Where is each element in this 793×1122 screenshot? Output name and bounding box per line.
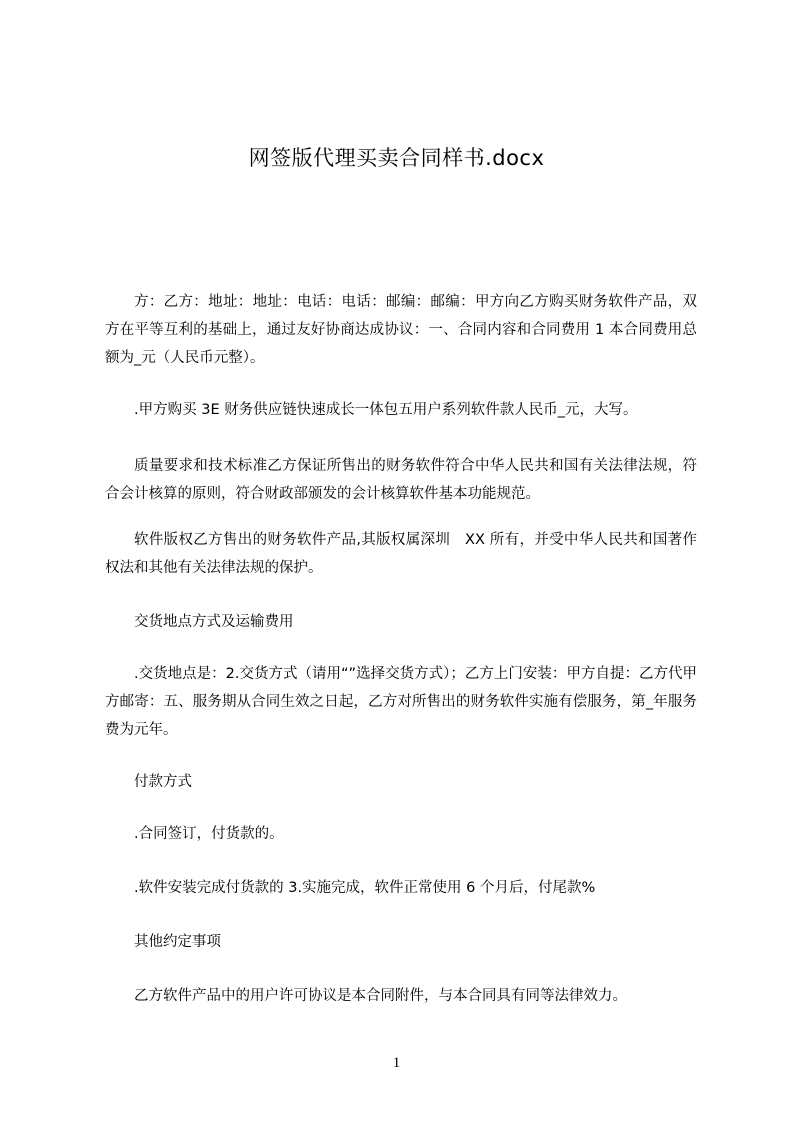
paragraph-quality: 质量要求和技术标准乙方保证所售出的财务软件符合中华人民共和国有关法律法规，符合会计核算的原则，符合财政部颁发的会计核算软件基本功能规范。 (105, 458, 697, 502)
heading-payment: 付款方式 (134, 774, 192, 790)
paragraph-parties: 方：乙方：地址：地址：电话：电话：邮编：邮编：甲方向乙方购买财务软件产品，双方在平等互利的基础上，通过友好协商达成协议：一、合同内容和合同费用 1 本合同费用总额为_元（人民币元整）。 (105, 294, 697, 366)
document-title: 网签版代理买卖合同样书.docx (248, 146, 545, 170)
paragraph-other: 乙方软件产品中的用户许可协议是本合同附件，与本合同具有同等法律效力。 (134, 988, 627, 1004)
paragraph-copyright: 软件版权乙方售出的财务软件产品,其版权属深圳 XX 所有，并受中华人民共和国著作权法和其他有关法律法规的保护。 (105, 532, 697, 576)
heading-other: 其他约定事项 (134, 934, 221, 950)
paragraph-delivery: .交货地点是：2.交货方式（请用“”选择交货方式）；乙方上门安装：甲方自提：乙方代甲方邮寄：五、服务期从合同生效之日起，乙方对所售出的财务软件实施有偿服务，第_年服务费为元年。 (105, 666, 697, 738)
paragraph-payment-1: .合同签订，付货款的。 (134, 826, 284, 842)
paragraph-purchase: .甲方购买 3E 财务供应链快速成长一体包五用户系列软件款人民币_元，大写。 (134, 402, 638, 418)
paragraph-payment-2: .软件安装完成付货款的 3.实施完成，软件正常使用 6 个月后，付尾款% (134, 880, 596, 896)
heading-delivery: 交货地点方式及运输费用 (134, 614, 294, 630)
page-number: 1 (392, 1055, 401, 1071)
